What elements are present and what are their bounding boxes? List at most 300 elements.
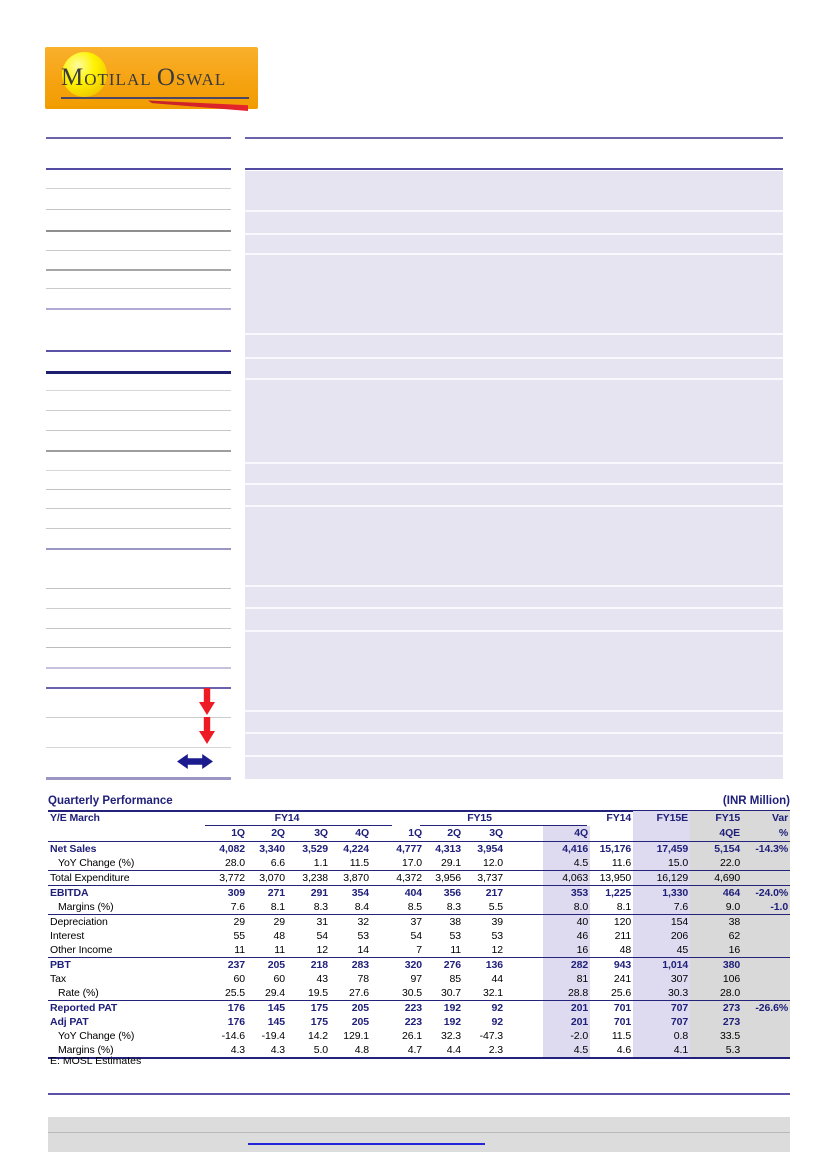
value-cell: 291 (310, 887, 328, 899)
value-cell: 29 (273, 916, 285, 928)
panel-separator-line (245, 462, 783, 464)
value-cell: -2.0 (543, 1029, 590, 1043)
value-cell: 11.5 (611, 1030, 632, 1042)
value-cell: 25.6 (590, 986, 633, 1001)
quarterly-performance-table (48, 811, 790, 1059)
down-arrow-icon (199, 717, 215, 744)
value-cell: 62 (690, 929, 742, 943)
col-group-fy15: FY15 (467, 812, 492, 824)
divider-line (46, 137, 231, 139)
row-label: PBT (50, 959, 71, 971)
subheader-cell: 3Q (463, 826, 505, 842)
value-cell: 271 (267, 887, 285, 899)
panel-separator-line (245, 585, 783, 587)
logo-letters: SWAL (175, 70, 227, 89)
value-cell: 13,950 (590, 871, 633, 886)
value-cell: 9.0 (690, 900, 742, 915)
value-cell: 44 (491, 973, 504, 985)
table-row (48, 1029, 790, 1043)
panel-separator-line (245, 378, 783, 380)
value-cell: 8.4 (330, 900, 371, 915)
value-cell: 3,070 (247, 871, 287, 886)
value-cell: 45 (633, 943, 690, 958)
col-header-var: Var (742, 811, 790, 826)
panel-separator-line (245, 210, 783, 212)
spacer-cell (505, 1001, 543, 1016)
value-cell: 4.5 (543, 856, 590, 871)
col-header-ye-march: Y/E March (50, 812, 100, 824)
redacted-text-line (46, 470, 231, 471)
row-label: Interest (50, 930, 85, 942)
redacted-text-line (46, 450, 231, 452)
value-cell: 4,313 (435, 843, 462, 855)
value-cell: 3,737 (463, 871, 505, 886)
value-cell: 28.0 (690, 986, 742, 1001)
value-cell: 192 (443, 1016, 462, 1028)
row-label: YoY Change (%) (48, 856, 205, 871)
spacer-cell (505, 886, 543, 901)
value-cell: 12 (463, 943, 505, 958)
value-cell: 283 (351, 959, 370, 971)
table-row (48, 972, 790, 986)
subheader-cell: % (742, 826, 790, 842)
subheader-cell: 3Q (287, 826, 330, 842)
subheader-cell (633, 826, 690, 842)
value-cell: 29.4 (247, 986, 287, 1001)
value-cell (742, 1029, 790, 1043)
col-header-fy15: FY15 (690, 811, 742, 826)
value-cell: 276 (443, 959, 462, 971)
row-label: Adj PAT (50, 1016, 89, 1028)
redacted-text-line (46, 430, 231, 431)
value-cell: 8.5 (371, 900, 424, 915)
value-cell: 223 (404, 1002, 423, 1014)
row-label: Margins (%) (48, 1043, 205, 1058)
spacer-cell (505, 900, 543, 915)
motilal-oswal-logo (45, 47, 258, 109)
row-label: YoY Change (%) (58, 1030, 135, 1042)
value-cell: 22.0 (690, 856, 742, 871)
value-cell: 136 (485, 959, 504, 971)
value-cell: -24.0% (742, 886, 790, 901)
value-cell: 7 (371, 943, 424, 958)
subheader-cell: 1Q (371, 826, 424, 842)
value-cell: 175 (310, 1002, 328, 1014)
spacer-cell (505, 1043, 543, 1058)
value-cell: 12 (287, 943, 330, 958)
value-cell: 707 (633, 1015, 690, 1029)
value-cell: 53 (449, 930, 462, 942)
row-label: Reported PAT (50, 1002, 118, 1014)
value-cell: 3,340 (259, 843, 285, 855)
value-cell: 8.3 (287, 900, 330, 915)
value-cell: 943 (613, 959, 632, 971)
value-cell: 205 (351, 1002, 370, 1014)
divider-line (245, 168, 783, 170)
value-cell (742, 1015, 790, 1029)
redacted-text-line (46, 188, 231, 189)
value-cell: 8.3 (424, 900, 463, 915)
redacted-text-line (46, 390, 231, 391)
spacer-cell (505, 1029, 543, 1043)
subheader-cell: 4Q (330, 826, 371, 842)
row-label: Other Income (48, 943, 205, 958)
panel-separator-line (245, 710, 783, 712)
value-cell: 40 (543, 915, 590, 930)
logo-letters: OTILAL (84, 70, 152, 89)
value-cell: -14.3% (742, 842, 790, 857)
value-cell: 354 (351, 887, 370, 899)
table-row (48, 929, 790, 943)
panel-separator-line (245, 755, 783, 757)
value-cell: 17,459 (633, 842, 690, 857)
value-cell: 4,690 (690, 871, 742, 886)
value-cell (742, 972, 790, 986)
row-label: Margins (%) (48, 900, 205, 915)
redacted-text-line (46, 628, 231, 629)
divider-line (46, 777, 231, 780)
value-cell: 201 (543, 1015, 590, 1029)
value-cell: 8.1 (590, 900, 633, 915)
col-group-fy14: FY14 (274, 812, 300, 824)
value-cell (742, 915, 790, 930)
value-cell: 11 (205, 943, 247, 958)
value-cell: 154 (633, 915, 690, 930)
value-cell: 201 (543, 1001, 590, 1016)
value-cell: 3,954 (477, 843, 504, 855)
redacted-text-line (46, 410, 231, 411)
value-cell: 92 (491, 1016, 504, 1028)
value-cell (742, 943, 790, 958)
table-row (48, 1015, 790, 1029)
value-cell: 19.5 (287, 986, 330, 1001)
value-cell: 97 (410, 973, 423, 985)
value-cell: 8.0 (543, 900, 590, 915)
value-cell: 4.4 (424, 1043, 463, 1058)
value-cell: 701 (613, 1016, 632, 1028)
value-cell: 4.7 (371, 1043, 424, 1058)
value-cell: 1,014 (633, 958, 690, 973)
table-subheader-row (48, 826, 790, 842)
row-label: EBITDA (50, 887, 89, 899)
divider-line (46, 371, 231, 374)
col-header-fy14: FY14 (606, 812, 632, 824)
value-cell: 14 (330, 943, 371, 958)
value-cell: 60 (233, 973, 245, 985)
value-cell: 237 (227, 959, 245, 971)
redacted-text-line (46, 269, 231, 271)
subheader-blank (48, 826, 205, 842)
value-cell: 3,772 (205, 871, 247, 886)
value-cell: 6.6 (247, 856, 287, 871)
value-cell: 28.8 (543, 986, 590, 1001)
redacted-text-line (46, 508, 231, 509)
divider-line (46, 687, 231, 689)
value-cell: 81 (543, 972, 590, 986)
value-cell: -14.6 (221, 1030, 245, 1042)
redacted-text-line (46, 489, 231, 490)
value-cell: 55 (233, 930, 245, 942)
down-arrow-icon (199, 688, 215, 715)
value-cell: 176 (227, 1016, 245, 1028)
value-cell: 241 (613, 973, 632, 985)
row-label: Total Expenditure (48, 871, 205, 886)
subheader-cell: 1Q (205, 826, 247, 842)
value-cell: 38 (449, 916, 462, 928)
value-cell: 7.6 (205, 900, 247, 915)
estimates-footnote: E: MOSL Estimates (50, 1055, 142, 1067)
value-cell: 32.3 (440, 1030, 462, 1042)
left-right-arrow-icon (177, 753, 213, 770)
redacted-text-line (46, 588, 231, 589)
spacer-cell (505, 915, 543, 930)
value-cell: 32.1 (463, 986, 505, 1001)
value-cell: 4,224 (343, 843, 370, 855)
value-cell: 85 (449, 973, 462, 985)
table-row (48, 856, 790, 871)
value-cell: 353 (543, 886, 590, 901)
value-cell (742, 871, 790, 886)
value-cell: 25.5 (205, 986, 247, 1001)
value-cell: 2.3 (463, 1043, 505, 1058)
value-cell: 15,176 (599, 843, 632, 855)
spacer-cell (505, 958, 543, 973)
value-cell: 217 (485, 887, 504, 899)
value-cell: 11.6 (590, 856, 633, 871)
value-cell: 60 (273, 973, 285, 985)
value-cell: 53 (357, 930, 370, 942)
footer-divider-line (48, 1093, 790, 1095)
value-cell: 54 (316, 930, 328, 942)
value-cell: 307 (633, 972, 690, 986)
value-cell (742, 958, 790, 973)
value-cell: 145 (267, 1016, 285, 1028)
value-cell: 707 (633, 1001, 690, 1016)
value-cell: 38 (690, 915, 742, 930)
redacted-text-line (46, 717, 231, 718)
divider-line (46, 350, 231, 352)
value-cell: 404 (404, 887, 423, 899)
col-header-fy15e: FY15E (633, 811, 690, 826)
value-cell: 14.2 (307, 1030, 328, 1042)
value-cell: 3,870 (330, 871, 371, 886)
table-row (48, 1043, 790, 1058)
value-cell: 0.8 (633, 1029, 690, 1043)
table-row (48, 842, 790, 857)
divider-line (46, 667, 231, 669)
value-cell: 16 (690, 943, 742, 958)
value-cell: 48 (273, 930, 285, 942)
redacted-text-line (46, 230, 231, 232)
redacted-text-line (46, 250, 231, 251)
spacer-cell (505, 842, 543, 857)
spacer-cell (505, 943, 543, 958)
value-cell: 4,416 (543, 842, 590, 857)
panel-separator-line (245, 253, 783, 255)
value-cell: 223 (404, 1016, 423, 1028)
value-cell: 4,063 (543, 871, 590, 886)
spacer-cell (505, 986, 543, 1001)
value-cell: 32 (357, 916, 370, 928)
value-cell: 30.3 (633, 986, 690, 1001)
logo-wordmark (61, 61, 251, 97)
value-cell: 12.0 (463, 856, 505, 871)
value-cell: 1,225 (605, 887, 632, 899)
subheader-cell: 2Q (424, 826, 463, 842)
value-cell: 4.1 (633, 1043, 690, 1058)
table-row (48, 871, 790, 886)
table-row (48, 900, 790, 915)
spacer-cell (505, 826, 543, 842)
value-cell: 309 (227, 887, 245, 899)
value-cell: 5,154 (690, 842, 742, 857)
value-cell: 5.5 (463, 900, 505, 915)
value-cell: 4.3 (205, 1043, 247, 1058)
value-cell (742, 856, 790, 871)
redacted-text-line (46, 608, 231, 609)
panel-separator-line (245, 505, 783, 507)
value-cell: 356 (443, 887, 462, 899)
value-cell: 206 (633, 929, 690, 943)
footer-disclaimer-band (48, 1117, 790, 1152)
table-row (48, 986, 790, 1001)
value-cell: 129.1 (343, 1030, 370, 1042)
panel-separator-line (245, 357, 783, 359)
value-cell: -1.0 (742, 900, 790, 915)
logo-letter: M (61, 64, 85, 91)
value-cell: 5.0 (287, 1043, 330, 1058)
value-cell: 4,372 (371, 871, 424, 886)
value-cell: 8.1 (247, 900, 287, 915)
spacer-cell (505, 929, 543, 943)
value-cell: 30.5 (371, 986, 424, 1001)
panel-separator-line (245, 233, 783, 235)
logo-letter: O (156, 64, 176, 91)
value-cell: 3,529 (302, 843, 328, 855)
value-cell: 27.6 (330, 986, 371, 1001)
logo-underline (61, 97, 249, 99)
value-cell: 16 (543, 943, 590, 958)
value-cell: 53 (491, 930, 504, 942)
subheader-cell (590, 826, 633, 842)
quarterly-performance-title (48, 793, 790, 809)
value-cell: 273 (690, 1015, 742, 1029)
value-cell: 37 (410, 916, 423, 928)
value-cell: 48 (590, 943, 633, 958)
redacted-text-line (46, 528, 231, 529)
value-cell: 3,956 (424, 871, 463, 886)
divider-line (245, 137, 783, 139)
value-cell: 1.1 (287, 856, 330, 871)
value-cell: 4.8 (330, 1043, 371, 1058)
value-cell: 380 (690, 958, 742, 973)
value-cell: 39 (491, 916, 504, 928)
panel-separator-line (245, 483, 783, 485)
subheader-cell: 4QE (690, 826, 742, 842)
row-label: Tax (50, 973, 67, 985)
value-cell: 17.0 (371, 856, 424, 871)
row-label: Net Sales (50, 843, 97, 855)
value-cell: 176 (227, 1002, 245, 1014)
spacer-cell (505, 972, 543, 986)
value-cell: 4.6 (590, 1043, 633, 1058)
subheader-cell: 4Q (543, 826, 590, 842)
value-cell: 28.0 (205, 856, 247, 871)
divider-line (46, 308, 231, 310)
spacer-cell (505, 1015, 543, 1029)
table-title-text: Quarterly Performance (48, 795, 173, 807)
value-cell: -47.3 (479, 1030, 504, 1042)
value-cell: 29.1 (424, 856, 463, 871)
redacted-text-line (46, 747, 231, 748)
value-cell: 205 (267, 959, 285, 971)
value-cell: 464 (690, 886, 742, 901)
value-cell: 273 (690, 1001, 742, 1016)
value-cell: 4,082 (219, 843, 245, 855)
value-cell: 30.7 (424, 986, 463, 1001)
value-cell: 46 (543, 929, 590, 943)
spacer-cell (505, 871, 543, 886)
table-header-row (48, 811, 790, 826)
footer-separator-line (48, 1132, 790, 1133)
value-cell: 1,330 (633, 886, 690, 901)
value-cell: 701 (613, 1002, 632, 1014)
table-row (48, 943, 790, 958)
value-cell: 11 (424, 943, 463, 958)
redacted-link-underline[interactable] (248, 1143, 485, 1145)
value-cell: 11 (247, 943, 287, 958)
value-cell: 26.1 (401, 1030, 423, 1042)
value-cell: 175 (310, 1016, 328, 1028)
value-cell: 78 (357, 973, 370, 985)
value-cell: 4.5 (543, 1043, 590, 1058)
redacted-content-panel (245, 171, 783, 779)
panel-separator-line (245, 732, 783, 734)
value-cell: 11.5 (330, 856, 371, 871)
panel-separator-line (245, 333, 783, 335)
value-cell (742, 986, 790, 1001)
table-row (48, 958, 790, 973)
value-cell: 92 (491, 1002, 504, 1014)
table-row (48, 915, 790, 930)
spacer-cell (505, 856, 543, 871)
divider-line (46, 548, 231, 550)
redacted-text-line (46, 209, 231, 210)
row-label: Depreciation (50, 916, 108, 928)
value-cell: 43 (316, 973, 328, 985)
table-row (48, 886, 790, 901)
value-cell: 218 (310, 959, 328, 971)
value-cell: 145 (267, 1002, 285, 1014)
divider-line (46, 168, 231, 170)
value-cell: 4,777 (396, 843, 423, 855)
panel-separator-line (245, 630, 783, 632)
value-cell: 106 (690, 972, 742, 986)
row-label: Rate (%) (48, 986, 205, 1001)
value-cell: 320 (404, 959, 423, 971)
logo-swoosh-icon (148, 100, 248, 111)
value-cell: 211 (614, 930, 632, 942)
value-cell: 7.6 (633, 900, 690, 915)
value-cell: 282 (543, 958, 590, 973)
value-cell: 16,129 (633, 871, 690, 886)
value-cell (742, 929, 790, 943)
value-cell: 33.5 (690, 1029, 742, 1043)
value-cell: 205 (351, 1016, 370, 1028)
table-unit-label: (INR Million) (722, 795, 790, 807)
redacted-text-line (46, 647, 231, 648)
value-cell: 5.3 (690, 1043, 742, 1058)
